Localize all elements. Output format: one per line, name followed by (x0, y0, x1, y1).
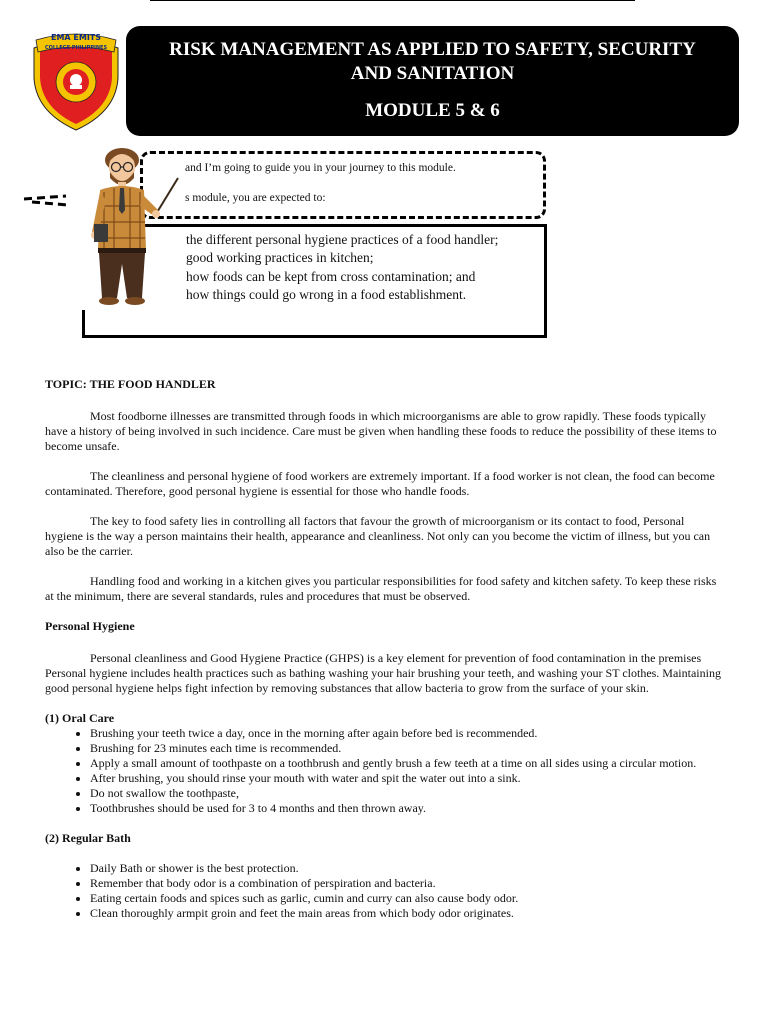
oral-care-list (45, 726, 725, 816)
document-body (45, 377, 725, 921)
regular-bath-list (45, 861, 725, 921)
intro-line-2: s module, you are expected to: (185, 192, 326, 204)
list-item: • Toothbrushes should be used for 3 to 4 months and then thrown away. (90, 801, 725, 816)
list-item: • Eating certain foods and spices such as garlic, cumin and curry can also cause body odor. (90, 891, 725, 906)
college-logo-icon (28, 30, 124, 132)
logo-top-text: EMA EMITS (50, 33, 102, 42)
paragraph: Handling food and working in a kitchen gives you particular responsibilities for food safety and kitchen safety. To keep these risks at the minimum, there are several standards, rules and procedures that must be observed. (45, 574, 717, 603)
speech-bubble-tail-icon (22, 192, 72, 210)
list-item: • Do not swallow the toothpaste, (90, 786, 725, 801)
list-item: • Brushing your teeth twice a day, once in the morning after again before bed is recommended. (90, 726, 725, 741)
section-heading: Personal Hygiene (45, 619, 135, 633)
teacher-illustration-icon (82, 140, 186, 308)
list-item: • Clean thoroughly armpit groin and feet the main areas from which body odor originates. (90, 906, 725, 921)
section-heading: (1) Oral Care (45, 711, 115, 725)
objective-item: how things could go wrong in a food establishment. (186, 287, 467, 302)
title-line-1: RISK MANAGEMENT AS APPLIED TO SAFETY, SECURITY (169, 39, 696, 60)
title-line-2: AND SANITATION (350, 63, 515, 84)
topic-heading: TOPIC: THE FOOD HANDLER (45, 377, 216, 391)
title-banner (126, 26, 739, 136)
paragraph: The key to food safety lies in controlling all factors that favour the growth of microorganism or its contact to food, Personal hygiene is the way a person maintains their health, appearance and cleanliness. Not only can you become the victim of illness, but you can also be the carrier. (45, 514, 711, 558)
paragraph: Personal cleanliness and Good Hygiene Practice (GHPS) is a key element for prevention of food contamination in the premises Personal hygiene includes health practices such as bathing washing your hair brushing your teeth, and washing your ST clothes. Maintaining good personal hygiene helps fight infection by removing substances that allow bacteria to grow from the surface of your skin. (45, 651, 721, 695)
list-item: • After brushing, you should rinse your mouth with water and spit the water out into a sink. (90, 771, 725, 786)
objective-item: the different personal hygiene practices of a food handler; (186, 232, 499, 247)
list-item: • Daily Bath or shower is the best protection. (90, 861, 725, 876)
list-item: • Brushing for 23 minutes each time is recommended. (90, 741, 725, 756)
paragraph: The cleanliness and personal hygiene of food workers are extremely important. If a food worker is not clean, the food can become contaminated. Therefore, good personal hygiene is essential for those who handle foods. (45, 469, 715, 498)
objective-item: how foods can be kept from cross contamination; and (186, 269, 476, 284)
module-label: MODULE 5 & 6 (365, 100, 500, 121)
objective-item: good working practices in kitchen; (186, 250, 374, 265)
list-item: • Apply a small amount of toothpaste on a toothbrush and gently brush a few teeth at a time on all sides using a circular motion. (90, 756, 725, 771)
top-rule (150, 0, 635, 1)
section-heading: (2) Regular Bath (45, 831, 131, 845)
paragraph: Most foodborne illnesses are transmitted through foods in which microorganisms are able to grow rapidly. These foods typically have a history of being involved in such incidence. Care must be given when handling these foods to reduce the possibility of these items to become unsafe. (45, 409, 717, 453)
list-item: • Remember that body odor is a combination of perspiration and bacteria. (90, 876, 725, 891)
intro-line-1: and I’m going to guide you in your journey to this module. (185, 162, 456, 174)
logo-banner-text: COLLEGE PHILIPPINES (44, 45, 108, 51)
